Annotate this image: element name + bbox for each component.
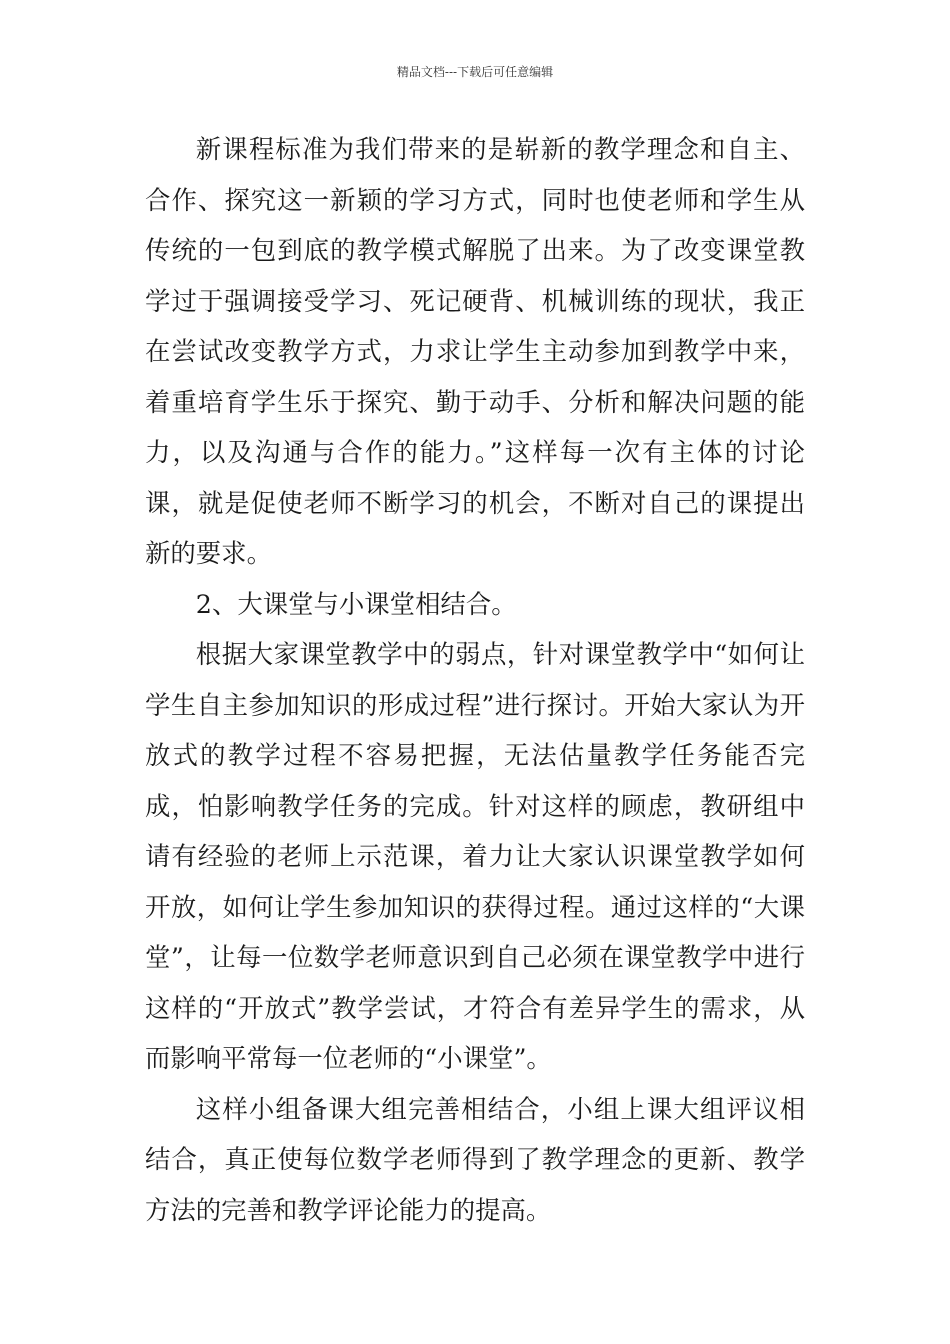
- paragraph-conclusion: 这样小组备课大组完善相结合，小组上课大组评议相结合，真正使每位数学老师得到了教学理念的更新、教学方法的完善和教学评论能力的提高。: [145, 1093, 805, 1225]
- page-header: 精品文档---下载后可任意编辑: [396, 65, 554, 79]
- paragraph-section-heading: 2、大课堂与小课堂相结合。: [195, 588, 517, 619]
- document-body: [145, 124, 805, 1235]
- paragraph-big-small-classroom: 根据大家课堂教学中的弱点，针对课堂教学中“如何让学生自主参加知识的形成过程”进行探讨。开始大家认为开放式的教学过程不容易把握，无法估量教学任务能否完成，怕影响教学任务的完成。针对这样的顾虑，教研组中请有经验的老师上示范课，着力让大家认识课堂教学如何开放，如何让学生参加知识的获得过程。通过这样的“大课堂”，让每一位数学老师意识到自己必须在课堂教学中进行这样的“开放式”教学尝试，才符合有差异学生的需求，从而影响平常每一位老师的“小课堂”。: [145, 639, 805, 1073]
- paragraph-new-curriculum: 新课程标准为我们带来的是崭新的教学理念和自主、合作、探究这一新颖的学习方式，同时也使老师和学生从传统的一包到底的教学模式解脱了出来。为了改变课堂教学过于强调接受学习、死记硬背、机械训练的现状，我正在尝试改变教学方式，力求让学生主动参加到教学中来，着重培育学生乐于探究、勤于动手、分析和解决问题的能力，以及沟通与合作的能力。”这样每一次有主体的讨论课，就是促使老师不断学习的机会，不断对自己的课提出新的要求。: [145, 134, 805, 568]
